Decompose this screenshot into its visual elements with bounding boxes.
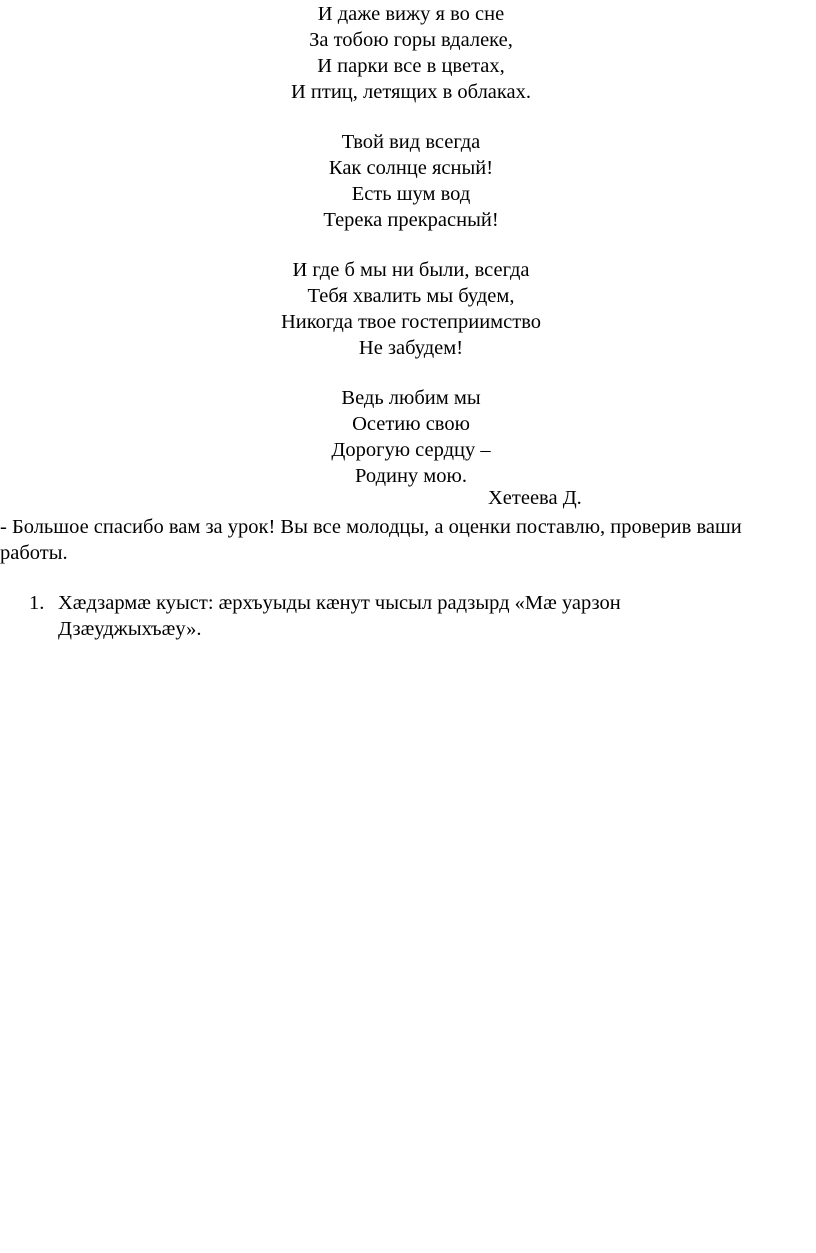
poem-line: Никогда твое гостеприимство — [280, 311, 541, 333]
poem-line: Терека прекрасный! — [323, 209, 499, 231]
poem-line: За тобою горы вдалеке, — [309, 29, 513, 51]
poem-stanza-1 — [0, 1, 816, 105]
poem — [0, 1, 816, 513]
poem-line: И даже вижу я во сне — [317, 3, 505, 25]
poem-line: И парки все в цветах, — [317, 55, 505, 77]
poem-line: Есть шум вод — [351, 183, 471, 205]
poem-author: Хетеева Д. — [488, 487, 582, 509]
poem-stanza-4 — [0, 385, 816, 489]
poem-line: Тебя хвалить мы будем, — [307, 285, 515, 307]
poem-line: Твой вид всегда — [341, 131, 481, 153]
poem-line: Как солнце ясный! — [328, 157, 494, 179]
poem-stanza-3 — [0, 257, 816, 361]
homework-list — [0, 590, 760, 642]
closing-remark: - Большое спасибо вам за урок! Вы все молодцы, а оценки поставлю, проверив ваши работы. — [0, 516, 742, 564]
poem-line: Дорогую сердцу – — [331, 439, 491, 461]
list-item — [0, 590, 760, 642]
list-item-text: Хæдзармæ куыст: æрхъуыды кæнут чысыл радзырд «Мæ уарзон Дзæуджыхъæу». — [58, 592, 621, 640]
poem-line: Ведь любим мы — [341, 387, 481, 409]
poem-line: Родину мою. — [355, 465, 467, 487]
poem-line: Осетию свою — [352, 413, 470, 435]
poem-stanza-2 — [0, 129, 816, 233]
poem-line: И птиц, летящих в облаках. — [290, 81, 532, 103]
poem-line: И где б мы ни были, всегда — [292, 259, 530, 281]
poem-line: Не забудем! — [358, 337, 464, 359]
list-item-number: 1. — [29, 592, 45, 614]
